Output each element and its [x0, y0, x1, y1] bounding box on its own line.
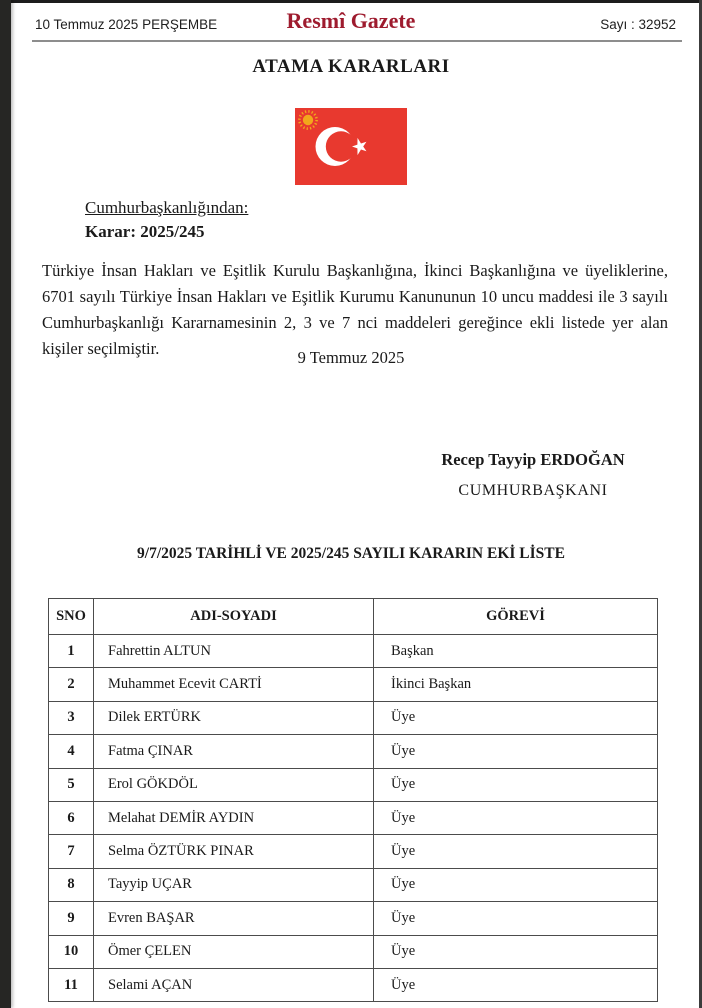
table-row — [49, 935, 658, 968]
name-cell: Melahat DEMİR AYDIN — [94, 801, 374, 834]
sno-cell: 6 — [49, 801, 94, 834]
role-cell: Üye — [374, 735, 658, 768]
sno-cell: 2 — [49, 668, 94, 701]
table-row — [49, 835, 658, 868]
name-cell: Evren BAŞAR — [94, 902, 374, 935]
column-header-0: SNO — [49, 599, 94, 635]
table-row — [49, 968, 658, 1001]
role-cell: Üye — [374, 902, 658, 935]
table-header-row — [49, 599, 658, 635]
signature-name: Recep Tayyip ERDOĞAN — [441, 450, 625, 469]
sno-cell: 8 — [49, 868, 94, 901]
role-cell: İkinci Başkan — [374, 668, 658, 701]
masthead-divider — [32, 40, 682, 42]
sno-cell: 1 — [49, 635, 94, 668]
table-row — [49, 801, 658, 834]
section-title: ATAMA KARARLARI — [252, 56, 450, 77]
table-row — [49, 868, 658, 901]
issuing-authority: Cumhurbaşkanlığından: — [85, 198, 249, 217]
table-row — [49, 902, 658, 935]
decision-number: Karar: 2025/245 — [85, 222, 205, 241]
frame-left-edge — [0, 0, 11, 1008]
decision-date: 9 Temmuz 2025 — [297, 348, 405, 367]
decree-body-text: Türkiye İnsan Hakları ve Eşitlik Kurulu Başkanlığına, İkinci Başkanlığına ve üyeliklerine, 6701 sayılı Türkiye İnsan Hakları ve Eşitlik Kurumu Kanununun 10 uncu maddesi ile 3 sayılı Cumhurbaşkanlığı Kararnamesinin 2, 3 ve 7 nci maddeleri gereğince ekli listede yer alan kişiler seçilmiştir. — [42, 261, 668, 358]
name-cell: Muhammet Ecevit CARTİ — [94, 668, 374, 701]
table-row — [49, 668, 658, 701]
turkish-flag-graphic — [295, 108, 407, 185]
signature-block — [380, 450, 686, 500]
sno-cell: 3 — [49, 701, 94, 734]
turkish-presidential-flag — [295, 108, 407, 185]
name-cell: Fatma ÇINAR — [94, 735, 374, 768]
sno-cell: 4 — [49, 735, 94, 768]
role-cell: Üye — [374, 968, 658, 1001]
sno-cell: 7 — [49, 835, 94, 868]
name-cell: Selami AÇAN — [94, 968, 374, 1001]
name-cell: Ömer ÇELEN — [94, 935, 374, 968]
name-cell: Dilek ERTÜRK — [94, 701, 374, 734]
role-cell: Üye — [374, 935, 658, 968]
role-cell: Üye — [374, 768, 658, 801]
annex-list-title: 9/7/2025 TARİHLİ VE 2025/245 SAYILI KARARIN EKİ LİSTE — [137, 545, 565, 562]
sno-cell: 5 — [49, 768, 94, 801]
name-cell: Erol GÖKDÖL — [94, 768, 374, 801]
role-cell: Üye — [374, 701, 658, 734]
sno-cell: 10 — [49, 935, 94, 968]
masthead-date: 10 Temmuz 2025 PERŞEMBE — [35, 17, 218, 32]
table-row — [49, 768, 658, 801]
role-cell: Üye — [374, 801, 658, 834]
column-header-2: GÖREVİ — [374, 599, 658, 635]
masthead-gazette-title: Resmî Gazete — [286, 8, 416, 33]
frame-top-edge — [0, 0, 702, 3]
column-header-1: ADI-SOYADI — [94, 599, 374, 635]
role-cell: Başkan — [374, 635, 658, 668]
table-row — [49, 701, 658, 734]
role-cell: Üye — [374, 868, 658, 901]
signature-title: CUMHURBAŞKANI — [458, 482, 608, 499]
role-cell: Üye — [374, 835, 658, 868]
sno-cell: 11 — [49, 968, 94, 1001]
masthead-issue-number: Sayı : 32952 — [600, 17, 676, 32]
name-cell: Tayyip UÇAR — [94, 868, 374, 901]
appointments-table — [48, 598, 658, 1002]
sno-cell: 9 — [49, 902, 94, 935]
name-cell: Selma ÖZTÜRK PINAR — [94, 835, 374, 868]
table-row — [49, 635, 658, 668]
name-cell: Fahrettin ALTUN — [94, 635, 374, 668]
table-row — [49, 735, 658, 768]
